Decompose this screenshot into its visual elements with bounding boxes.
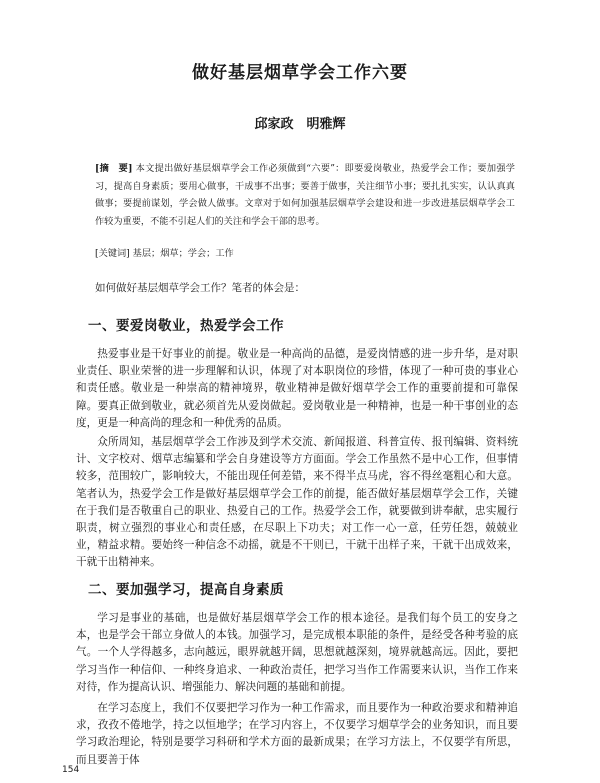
section-heading-1: 一、要爱岗敬业，热爱学会工作 xyxy=(88,318,284,334)
section-2-paragraph-1: 学习是事业的基础，也是做好基层烟草学会工作的根本途径。是我们每个员工的安身之本，也是学会干部立身做人的本钱。加强学习，是完成根本职能的条件，是经受各种考验的底气。一个人学得越多，志向越远，眼界就越开阔，思想就越深刻，境界就越高远。因此，要把学习当作一种信仰、一种终身追求、一种政治责任，把学习当作工作需要来认识，当作工作来对待，作为提高认识、增强能力、解决问题的基础和前提。 xyxy=(76,612,518,693)
abstract-block xyxy=(95,160,515,230)
intro-sentence: 如何做好基层烟草学会工作？笔者的体会是： xyxy=(95,282,305,294)
keywords-text: 基层；烟草；学会；工作 xyxy=(132,248,234,259)
abstract-label: [摘 要] xyxy=(95,163,133,174)
abstract-text: 本文提出做好基层烟草学会工作必须做到“六要”：即要爱岗敬业，热爱学会工作；要加强学习，提高自身素质；要用心做事，干成事不出事；要善于做事，关注细节小事；要扎扎实实，认认真真做事；要提前谋划，学会做人做事。文章对于如何加强基层烟草学会建设和进一步改进基层烟草学会工作较为重要，不能不引起人们的关注和学会干部的思考。 xyxy=(95,163,515,227)
keywords-label: [关键词] xyxy=(95,248,130,259)
page-number: 154 xyxy=(62,765,80,775)
article-authors: 邱家政 明雅辉 xyxy=(254,117,346,132)
section-1-paragraph-1: 热爱事业是干好事业的前提。敬业是一种高尚的品德，是爱岗情感的进一步升华，是对职业责任、职业荣誉的进一步理解和认识，体现了对本职岗位的珍惜，体现了一种可贵的事业心和责任感。敬业是一种崇高的精神境界，敬业精神是做好烟草学会工作的重要前提和可靠保障。要真正做到敬业，就必须首先从爱岗做起。爱岗敬业是一种精神，也是一种干事创业的态度，更是一种高尚的理念和一种优秀的品质。 xyxy=(76,348,518,429)
section-1-paragraph-2: 众所周知，基层烟草学会工作涉及到学术交流、新闻报道、科普宣传、报刊编辑、资料统计、文字校对、烟草志编纂和学会自身建设等方方面面。学会工作虽然不是中心工作，但事情较多，范围较广，影响较大，不能出现任何差错，来不得半点马虎，容不得丝毫粗心和大意。笔者认为，热爱学会工作是做好基层烟草学会工作的前提，能否做好基层烟草学会工作，关键在于我们是否敬重自己的职业、热爱自己的工作。热爱学会工作，就要做到讲奉献，忠实履行职责，树立强烈的事业心和责任感，在尽职上下功夫；对工作一心一意，任劳任怨，兢兢业业，精益求精。要始终一种信念不动摇，就是不干则已，干就干出样子来，干就干出成效来，干就干出精神来。 xyxy=(76,436,518,569)
section-heading-2: 二、要加强学习，提高自身素质 xyxy=(88,582,284,598)
section-2-paragraph-2: 在学习态度上，我们不仅要把学习作为一种工作需求，而且要作为一种政治要求和精神追求，孜孜不倦地学，持之以恒地学；在学习内容上，不仅要学习烟草学会的业务知识，而且要学习政治理论，特别是要学习科研和学术方面的最新成果；在学习方法上，不仅要学有所思，而且要善于体 xyxy=(76,702,518,766)
article-title: 做好基层烟草学会工作六要 xyxy=(192,63,408,83)
keywords-block xyxy=(95,247,515,261)
